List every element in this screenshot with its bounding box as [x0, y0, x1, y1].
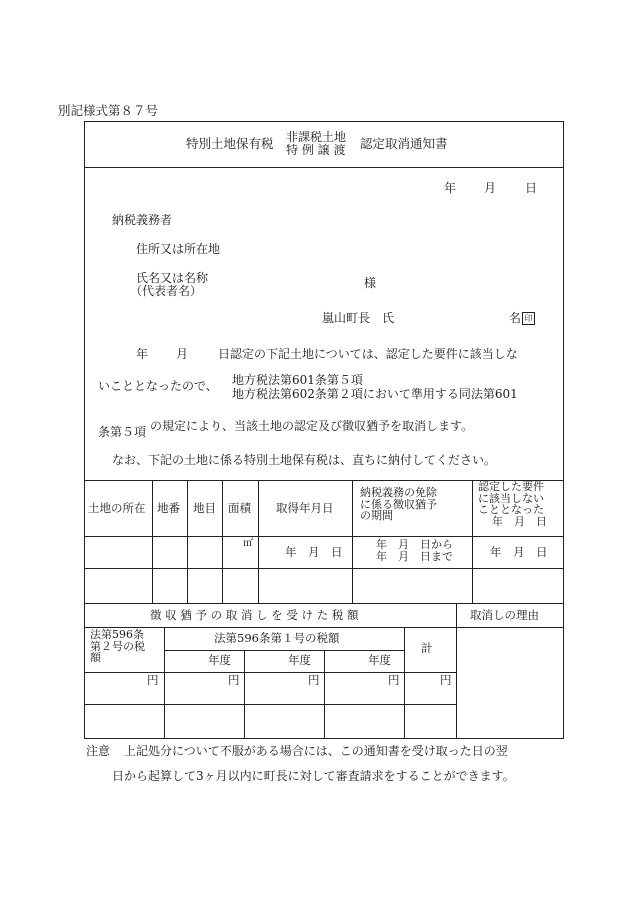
divider [472, 480, 473, 603]
header-area: 面積 [228, 501, 251, 515]
body-month: 月 [176, 347, 189, 361]
address-label: 住所又は所在地 [136, 242, 221, 256]
law-ref-1: 地方税法第601条第５項 [232, 373, 363, 387]
divider [404, 627, 405, 739]
divider [84, 672, 456, 673]
date-day: 日 [525, 181, 538, 195]
article596-2-line: 法第596条 [90, 628, 144, 641]
body-line1: 日認定の下記土地については、認定した要件に該当しな [218, 347, 518, 361]
total-header: 計 [421, 641, 433, 655]
issuer-name-seal [509, 312, 535, 326]
period-from: 年 月 日から [376, 538, 453, 551]
divider [164, 650, 404, 651]
acquisition-date-value: 年 月 日 [285, 545, 343, 559]
title-stacked [286, 131, 346, 156]
area-unit: ㎡ [243, 538, 253, 549]
header-disqualified-line: 年 月 日 [492, 514, 547, 528]
issuer-name: 名 [509, 311, 522, 325]
notes-label: 注意 [86, 744, 111, 758]
taxpayer-label: 納税義務者 [112, 213, 173, 227]
body-line2-left: いこととなったので、 [98, 379, 218, 393]
divider [152, 480, 153, 603]
body-year: 年 [136, 347, 149, 361]
period-to: 年 月 日まで [376, 549, 453, 563]
tax-table-header: 徴 収 猶 予 の 取 消 し を 受 け た 税 額 [150, 608, 359, 622]
article596-1-header: 法第596条第１号の税額 [214, 631, 340, 645]
divider [324, 650, 325, 739]
exemption-period-value [376, 539, 453, 562]
title-stacked-bottom: 特 例 譲 渡 [286, 142, 346, 157]
law-ref-2: 地方税法第602条第２項において準用する同法第601 [232, 387, 518, 401]
title-suffix: 認定取消通知書 [360, 136, 448, 151]
divider [258, 480, 259, 603]
header-disqualified-line: に該当しない [478, 491, 544, 505]
header-exemption-line: に係る徴収猶予 [360, 497, 437, 511]
date-month: 月 [484, 181, 497, 195]
seal-icon: 印 [522, 312, 535, 325]
header-exemption-line: 納税義務の免除 [360, 486, 437, 499]
notes-line1: 上記処分について不服がある場合には、この通知書を受け取った日の翌 [124, 744, 508, 758]
article596-2-line: 第２号の税 [90, 639, 145, 653]
name-label: 氏名又は名称 [136, 271, 209, 285]
divider [222, 480, 223, 603]
reason-header: 取消しの理由 [470, 608, 539, 622]
header-acquisition-date: 取得年月日 [276, 501, 334, 515]
issuer-mayor: 嵐山町長 氏 [322, 311, 395, 325]
notes-line2: 日から起算して3ヶ月以内に町長に対して審査請求をすることができます。 [112, 769, 515, 783]
body-line3-left: 条第５項 [98, 425, 147, 439]
divider [187, 480, 188, 603]
divider [84, 627, 564, 628]
yen-year-2: 円 [308, 673, 320, 687]
header-lot-number: 地番 [157, 501, 180, 515]
yen-total: 円 [440, 673, 452, 687]
header-disqualified-date [478, 481, 547, 527]
title-stacked-top: 非課税土地 [286, 130, 347, 144]
header-location: 土地の所在 [88, 501, 146, 515]
divider [84, 603, 564, 604]
form-number: 別記様式第８７号 [58, 103, 159, 118]
body-line4: なお、下記の土地に係る特別土地保有税は、直ちに納付してください。 [112, 453, 497, 467]
yen-year-1: 円 [228, 673, 240, 687]
fiscal-year-1: 年度 [208, 653, 231, 667]
representative-label: （代表者名） [130, 284, 203, 298]
header-exemption-line: の期間 [360, 509, 393, 523]
divider [244, 650, 245, 739]
divider [456, 603, 457, 739]
header-disqualified-line: 認定した要件 [478, 480, 544, 493]
title-prefix: 特別土地保有税 [186, 136, 274, 151]
yen-article596-2: 円 [147, 673, 159, 687]
header-land-category: 地目 [193, 501, 216, 515]
divider [84, 536, 564, 537]
header-exemption-period [360, 487, 437, 522]
article596-2-header [90, 629, 145, 664]
body-line3: の規定により、当該土地の認定及び徴収猶予を取消します。 [150, 419, 474, 433]
divider [352, 480, 353, 603]
honorific: 様 [364, 276, 377, 290]
divider [164, 627, 165, 739]
divider [84, 568, 564, 569]
fiscal-year-3: 年度 [368, 653, 391, 667]
article596-2-line: 額 [90, 651, 101, 665]
divider [84, 704, 456, 705]
date-year: 年 [444, 181, 457, 195]
divider [84, 167, 564, 168]
disqualified-date-value: 年 月 日 [490, 545, 548, 559]
yen-year-3: 円 [388, 673, 400, 687]
header-disqualified-line: こととなった [478, 503, 544, 517]
fiscal-year-2: 年度 [288, 653, 311, 667]
